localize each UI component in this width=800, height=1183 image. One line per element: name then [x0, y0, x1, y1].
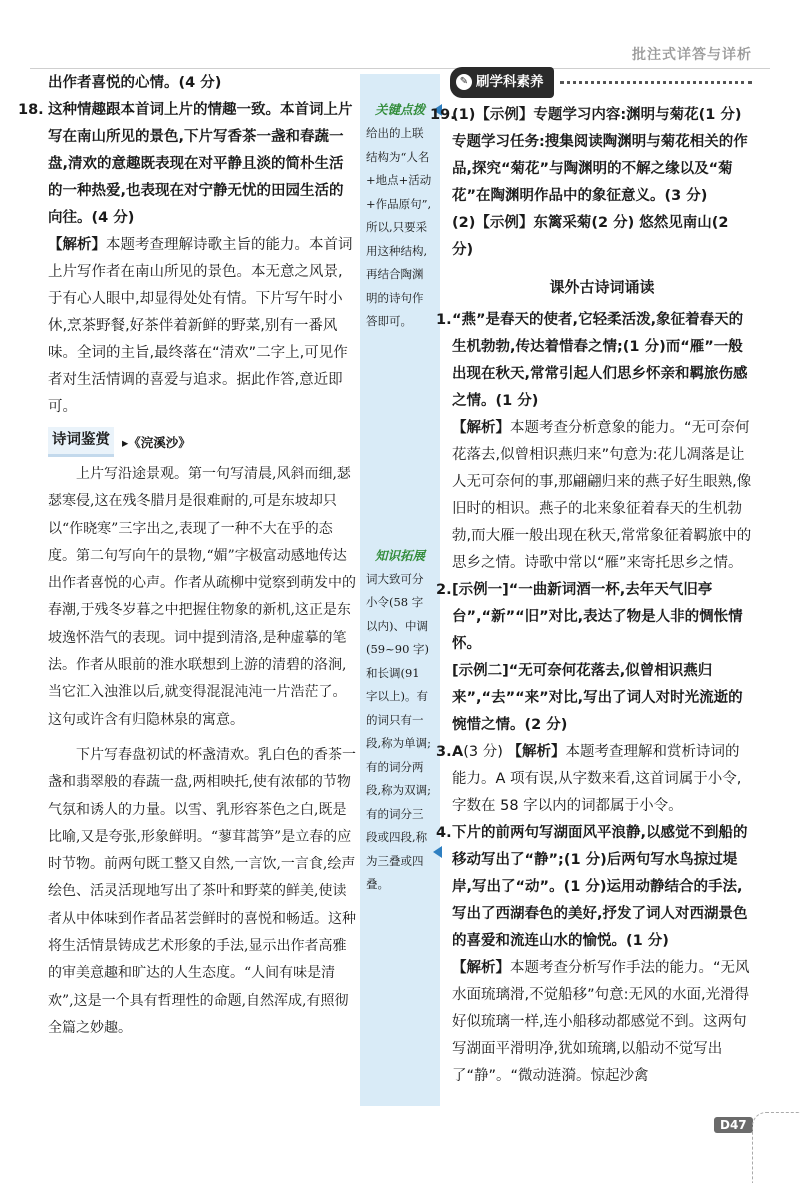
appreciation-paragraph-2: 下片写春盘初试的杯盏清欢。乳白色的香茶一盏和翡翠般的春蔬一盘,两相映托,使有浓郁的节物气氛和诱人的力量。以雪、乳形容茶色之白,既是比喻,又是夸张,形象鲜明。“蓼茸蒿笋”是立春的应时节物。前两句既工整又自然,一言饮,一言食,绘声绘色、活灵活现地写出了茶叶和野菜的鲜美,使读者从中体味到作者品茗尝鲜时的喜悦和畅适。这种将生活情景铸成艺术形象的手法,显示出作者高雅的审美意趣和旷达的人生态度。“人间有味是清欢”,这是一个具有哲理性的命题,自然浑成,有照彻全篇之妙趣。	[48, 746, 356, 1036]
a1-answer: “燕”是春天的使者,它轻柔活泼,象征着春天的生机勃勃,传达着惜春之情;(1 分)而“雁”一般出现在秋天,常常引起人们思乡怀亲和羁旅伤感之情。(1 分)	[452, 312, 748, 409]
analysis-text: 本题考查理解和赏析诗词的能力。A 项有误,从字数来看,这首词属于小令,字数在 58 字以内的词都属于小令。	[452, 744, 742, 814]
right-column	[430, 70, 752, 1090]
dotted-rule	[560, 81, 753, 84]
q19-part1: (1)【示例】专题学习内容:渊明与菊花(1 分)	[452, 107, 742, 123]
appreciation-heading	[48, 427, 356, 457]
q19-part1-task: 专题学习任务:搜集阅读陶渊明与菊花相关的作品,探究“菊花”与陶渊明的不解之缘以及“菊花”在陶渊明作品中的象征意义。(3 分)	[452, 134, 748, 204]
appreciation-badge: 诗词鉴赏	[48, 427, 114, 457]
note-key-head: 关键点拨	[374, 102, 425, 117]
a3-answer: A	[452, 744, 464, 760]
section-badge	[450, 70, 752, 94]
a2-example-2: [示例二]“无可奈何花落去,似曾相识燕归来”,“去”“来”对比,写出了词人对时光流逝的惋惜之情。(2 分)	[452, 663, 743, 733]
q19-block	[430, 102, 752, 129]
q18-block	[18, 97, 356, 232]
running-header: 批注式详答与详析	[632, 47, 752, 63]
section-badge-box	[450, 67, 554, 98]
q18-number: 18.	[18, 102, 44, 118]
a2-block	[436, 577, 752, 658]
a2-number: 2.	[436, 582, 452, 598]
analysis-text: 本题考查分析写作手法的能力。“无风水面琉璃滑,不觉船移”句意:无风的水面,光滑得好似琉璃一样,连小船移动都感觉不到。这两句写湖面平滑明净,犹如琉璃,以船动不觉写出了“静”。“微动涟漪。惊起沙禽	[452, 960, 750, 1084]
q18-answer: 这种情趣跟本首词上片的情趣一致。本首词上片写在南山所见的景色,下片写香茶一盏和春蔬一盘,清欢的意趣既表现在对平静且淡的简朴生活的一种热爱,也表现在对宁静无忧的田园生活的向往。(4 分)	[48, 102, 353, 226]
q19-part2: (2)【示例】东篱采菊(2 分) 悠然见南山(2 分)	[452, 215, 729, 258]
page-number: D47	[714, 1117, 753, 1133]
analysis-text: 本题考查分析意象的能力。“无可奈何花落去,似曾相识燕归来”句意为:花儿凋落是让人无可奈何的事,那翩翩归来的燕子好生眼熟,像旧时的相识。燕子的北来象征着春天的生机勃勃,而大雁一般出现在秋天,常常象征着羁旅中的思乡之情。诗歌中常以“雁”来寄托思乡之情。	[452, 420, 752, 571]
section-title: 课外古诗词诵读	[549, 278, 655, 296]
analysis-label: 【解析】	[452, 960, 510, 976]
a4-number: 4.	[436, 825, 452, 841]
a2-example-1: [示例一]“一曲新词酒一杯,去年天气旧亭台”,“新”“旧”对比,表达了物是人非的惆怅情怀。	[452, 582, 743, 652]
book-icon: ✎	[456, 74, 472, 90]
analysis-text: 本题考查理解诗歌主旨的能力。本首词上片写作者在南山所见的景色。本无意之风景,于有心人眼中,却显得处处有情。下片写午时小休,烹茶野餐,好茶伴着新鲜的野菜,别有一番风味。全词的主旨,最终落在“清欢”二字上,可见作者对生活情调的喜爱与追求。据此作答,意近即可。	[48, 237, 353, 415]
arrow-left-icon	[433, 846, 442, 858]
analysis-label: 【解析】	[48, 237, 106, 253]
a4-answer: 下片的前两句写湖面风平浪静,以感觉不到船的移动写出了“静”;(1 分)后两句写水鸟掠过堤岸,写出了“动”。(1 分)运用动静结合的手法,写出了西湖春色的美好,抒发了词人对西湖景色的喜爱和流连山水的愉悦。(1 分)	[452, 825, 748, 949]
a3-score: (3 分)	[463, 744, 503, 760]
header-divider	[30, 68, 770, 69]
side-notes-column	[360, 74, 440, 1106]
q19-number: 19.	[430, 107, 456, 123]
note-key-text: 给出的上联结构为“人名+地点+活动+作品原句”,所以,只要采用这种结构,再结合陶渊明的诗句作答即可。	[366, 126, 432, 328]
a3-block	[436, 739, 752, 820]
appreciation-paragraph-1: 上片写沿途景观。第一句写清晨,风斜而细,瑟瑟寒侵,这在残冬腊月是很难耐的,可是东坡却只以“作晓寒”三字出之,表现了一种不大在乎的态度。第二句写向午的景物,“媚”字极富动感地传达出作者喜悦的心声。作者从疏柳中觉察到萌发中的春潮,于残冬岁暮之中把握住物象的新机,这正是东坡逸怀浩气的表现。词中提到清洛,是种虚摹的笔法。作者从眼前的淮水联想到上游的清碧的洛涧,当它汇入浊淮以后,就变得混混沌沌一片浩茫了。这句或许含有归隐林泉的寓意。	[48, 466, 356, 728]
note-knowledge-head: 知识拓展	[374, 547, 425, 563]
a3-number: 3.	[436, 744, 452, 760]
a1-block	[436, 307, 752, 415]
corner-decoration	[752, 1112, 800, 1183]
appreciation-subtitle: ▸《浣溪沙》	[122, 434, 191, 450]
analysis-label: 【解析】	[452, 420, 510, 436]
left-column	[18, 70, 356, 1042]
q17-answer-tail: 出作者喜悦的心情。(4 分)	[48, 75, 222, 91]
note-knowledge-text: 词大致可分小令(58 字以内)、中调(59~90 字)和长调(91 字以上)。有的词只有一段,称为单调;有的词分两段,称为双调;有的词分三段或四段,称为三叠或四叠。	[366, 571, 432, 891]
a4-analysis	[452, 955, 752, 1090]
a1-analysis	[452, 415, 752, 577]
analysis-label: 【解析】	[507, 744, 566, 760]
section-badge-label: 刷学科素养	[476, 73, 544, 90]
q18-analysis	[48, 232, 356, 421]
a4-block	[436, 820, 752, 955]
a1-number: 1.	[436, 312, 452, 328]
